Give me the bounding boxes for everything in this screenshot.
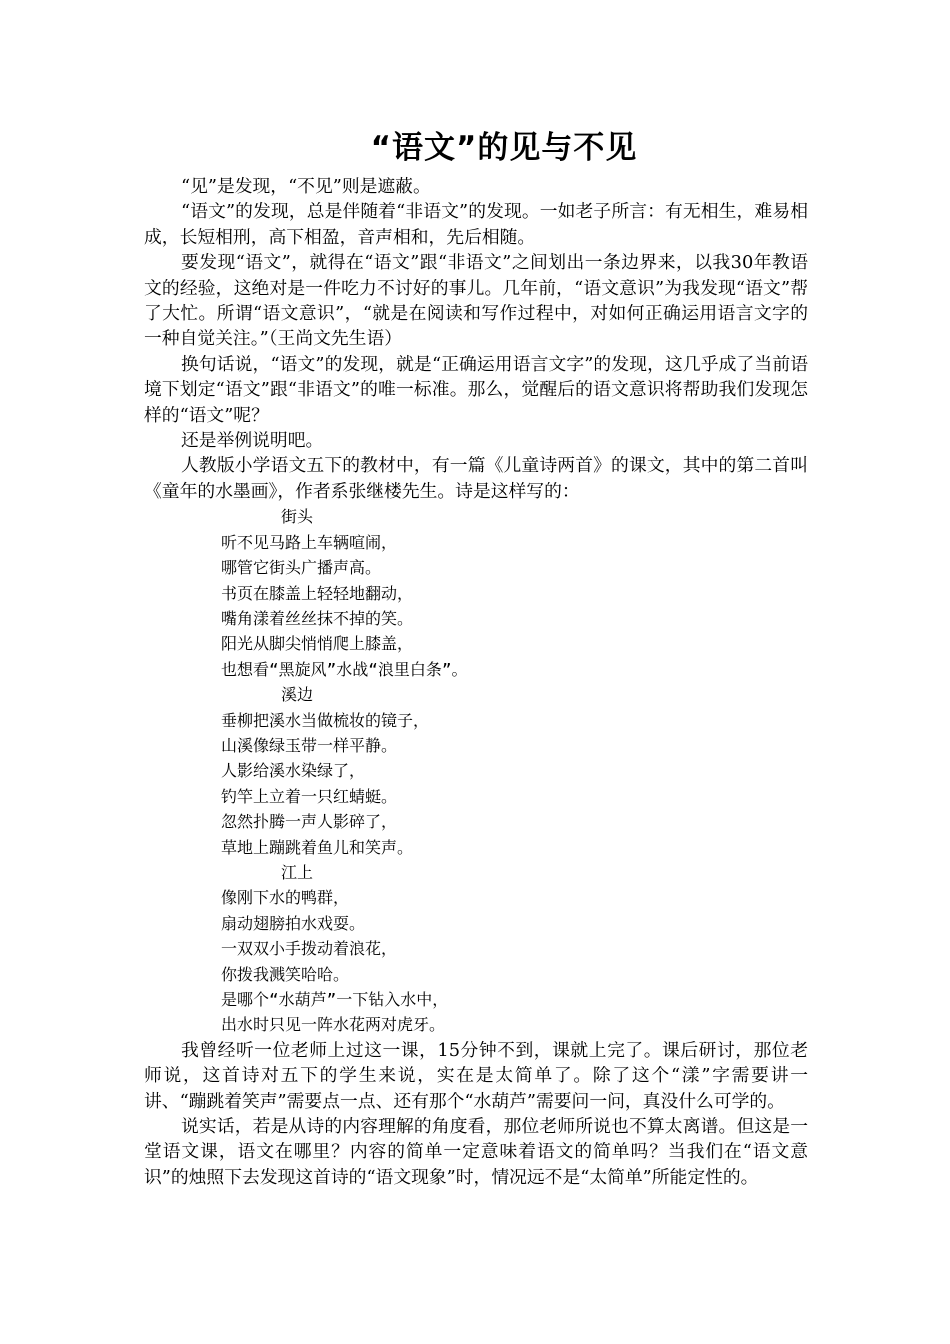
poem-line: 书页在膝盖上轻轻地翻动， <box>221 583 414 603</box>
poem-line: 垂柳把溪水当做梳妆的镜子， <box>221 710 430 730</box>
paragraph: 换句话说，“语文”的发现，就是“正确运用语言文字”的发现，这几乎成了当前语境下划定“语文”跟“非语文”的唯一标准。那么，觉醒后的语文意识将帮助我们发现怎样的“语文”呢？ <box>144 353 808 426</box>
poem-line: 你拨我溅笑哈哈。 <box>221 964 350 984</box>
poem-line: 一双双小手拨动着浪花， <box>221 939 398 959</box>
poem-line: 嘴角漾着丝丝抹不掉的笑。 <box>221 608 414 628</box>
stanza-title: 街头 <box>281 507 314 527</box>
poem <box>144 504 808 1038</box>
paragraph: 要发现“语文”，就得在“语文”跟“非语文”之间划出一条边界来，以我30年教语文的经验，这绝对是一件吃力不讨好的事儿。几年前，“语文意识”为我发现“语文”帮了大忙。所谓“语文意识”，“就是在阅读和写作过程中，对如何正确运用语言文字的一种自觉关注。”（王尚文先生语） <box>144 252 808 350</box>
paragraph: 说实话，若是从诗的内容理解的角度看，那位老师所说也不算太离谱。但这是一堂语文课，语文在哪里？内容的简单一定意味着语文的简单吗？当我们在“语文意识”的烛照下去发现这首诗的“语文现象”时，情况远不是“太简单”所能定性的。 <box>144 1116 808 1188</box>
page-title: “语文”的见与不见 <box>370 130 638 166</box>
poem-line: 像刚下水的鸭群， <box>221 888 350 908</box>
paragraph: 还是举例说明吧。 <box>181 430 324 452</box>
poem-line: 山溪像绿玉带一样平静。 <box>221 735 398 755</box>
poem-line: 阳光从脚尖悄悄爬上膝盖， <box>221 634 414 654</box>
stanza-title: 江上 <box>281 862 314 882</box>
poem-line: 扇动翅膀拍水戏耍。 <box>221 913 366 933</box>
poem-line: 钓竿上立着一只红蜻蜓。 <box>221 786 398 806</box>
stanza-title: 溪边 <box>281 685 314 705</box>
poem-line: 忽然扑腾一声人影碎了， <box>221 812 398 832</box>
paragraph: 人教版小学语文五下的教材中，有一篇《儿童诗两首》的课文，其中的第二首叫《童年的水墨画》，作者系张继楼先生。诗是这样写的： <box>144 455 808 502</box>
article-body <box>144 174 808 1190</box>
poem-line: 也想看“黑旋风”水战“浪里白条”。 <box>221 659 468 679</box>
poem-line: 听不见马路上车辆喧闹， <box>221 532 398 552</box>
poem-line: 人影给溪水染绿了， <box>221 761 366 781</box>
poem-line: 出水时只见一阵水花两对虎牙。 <box>221 1015 446 1035</box>
poem-line: 哪管它街头广播声高。 <box>221 558 382 578</box>
poem-line: 是哪个“水葫芦”一下钻入水中， <box>221 990 449 1009</box>
paragraph: “见”是发现，“不见”则是遮蔽。 <box>181 176 431 197</box>
paragraph: “语文”的发现，总是伴随着“非语文”的发现。一如老子所言：有无相生，难易相成，长短相刑，高下相盈，音声相和，先后相随。 <box>144 201 808 248</box>
paragraph: 我曾经听一位老师上过这一课，15分钟不到，课就上完了。课后研讨，那位老师说，这首诗对五下的学生来说，实在是太简单了。除了这个“漾”字需要讲一讲、“蹦跳着笑声”需要点一点、还有那个“水葫芦”需要问一问，真没什么可学的。 <box>144 1039 808 1112</box>
poem-line: 草地上蹦跳着鱼儿和笑声。 <box>221 837 414 857</box>
